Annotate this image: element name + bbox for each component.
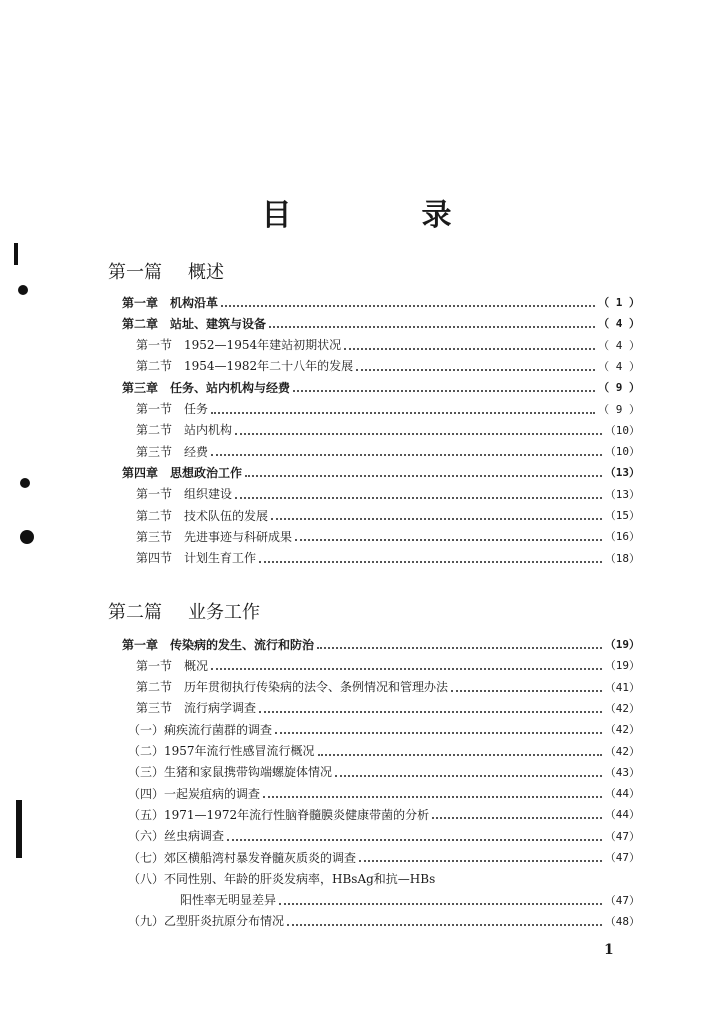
toc-entry-title: 技术队伍的发展 [184,508,269,523]
toc-entry-number: 第二章 [122,316,159,331]
toc-entry-title: 生猪和家鼠携带钩端螺旋体情况 [164,765,333,780]
part-label: 第一篇 [108,262,162,283]
toc-entry-page: （44） [604,787,640,801]
leader-dots [317,639,602,649]
toc-entry-label [128,806,429,823]
toc-entry-page: （42） [604,723,640,737]
toc-entry-page: （42） [604,701,640,715]
leader-dots [259,703,602,713]
toc-entry-number: 第一节 [136,487,173,502]
toc-entry-title: 任务 [184,402,209,416]
toc-entry-page: （48） [604,914,640,928]
page-number: 1 [604,942,614,958]
leader-dots [279,895,602,905]
toc-section-row [128,826,640,846]
toc-entry-label [128,721,272,738]
toc-entry-label [136,528,292,545]
toc-entry-label [136,336,341,353]
toc-section-row [136,698,640,718]
toc-entry-title: 1952—1954年建站初期状况 [184,338,342,353]
toc-entry-title: 思想政治工作 [170,465,243,480]
toc-entry-title: 经费 [184,444,209,459]
toc-entry-title: 一起炭疽病的调查 [164,786,261,801]
toc-entry-title: 站址、建筑与设备 [170,316,267,331]
toc-entry-number: （五） [128,807,165,822]
toc-entry-title: 历年贯彻执行传染病的法令、条例情况和管理办法 [184,680,449,695]
toc-entry-label [136,485,232,502]
toc-entry-number: 第二节 [136,423,173,438]
scan-mark [20,478,30,488]
scan-mark [16,800,22,858]
toc-entry-number: （七） [128,850,165,865]
toc-section-row [128,847,640,867]
toc-chapter-row [122,377,640,397]
toc-entry-title: 郊区横船湾村暴发脊髓灰质炎的调查 [164,850,357,865]
leader-dots [227,831,602,841]
leader-dots [263,788,602,798]
leader-dots [271,510,602,520]
part-name: 业务工作 [188,602,260,623]
scan-mark [14,243,18,265]
leader-dots [451,682,602,692]
leader-dots [295,531,602,541]
toc-entry-label [136,699,256,716]
leader-dots [335,767,602,777]
part-name: 概述 [188,262,224,283]
toc-entry-label [122,379,290,396]
toc-entry-label [122,315,266,332]
toc-section-row [128,868,640,888]
toc-entry-number: 第三节 [136,529,173,544]
toc-entry-number: （六） [128,829,165,844]
toc-entry-page: （ 4 ） [598,317,640,331]
toc-entry-label [136,357,353,374]
toc-section-row [136,420,640,440]
leader-dots [259,553,602,563]
toc-entry-page: （ 9 ） [598,381,640,395]
leader-dots [245,467,602,477]
toc-entry-page: （16） [604,530,640,544]
part-label: 第二篇 [108,602,162,623]
toc-section-row [136,655,640,675]
toc-section-row [136,505,640,525]
leader-dots [221,297,595,307]
toc-entry-number: （八） [128,871,165,886]
toc-entry-title: 丝虫病调查 [164,829,225,844]
toc-entry-number: （四） [128,786,165,801]
toc-section-row [128,783,640,803]
toc-section-row [136,677,640,697]
toc-entry-label [128,912,284,929]
toc-section-row [128,719,640,739]
toc-entry-number: （二） [128,744,165,758]
toc-entry-page: （43） [604,765,640,779]
part-heading [108,258,224,284]
toc-entry-number: 第二节 [136,359,173,374]
toc-entry-number: （九） [128,914,165,929]
toc-entry-title: 传染病的发生、流行和防治 [170,637,315,652]
toc-entry-label [136,657,208,674]
part-heading [108,598,260,624]
toc-entry-page: （15） [604,509,640,522]
scan-mark [20,530,34,544]
leader-dots [211,446,602,456]
toc-entry-page: （47） [604,829,640,843]
leader-dots [293,382,595,392]
toc-chapter-row [122,634,640,654]
leader-dots [359,852,602,862]
toc-entry-page: （13） [604,466,640,480]
toc-entry-label [136,507,268,524]
toc-entry-page: （ 4 ） [598,359,640,373]
toc-entry-label [128,763,332,780]
toc-entry-page: （18） [604,551,640,565]
toc-section-row [136,335,640,355]
toc-entry-number: 第一节 [136,658,173,673]
toc-entry-number: 第三节 [136,701,173,716]
toc-entry-page: （ 1 ） [598,296,640,309]
leader-dots [235,425,602,435]
toc-entry-number: （三） [128,765,165,780]
toc-entry-number: 第四章 [122,465,159,480]
toc-section-row [136,399,640,419]
toc-section-row [136,548,640,568]
toc-entry-number: 第三章 [122,380,159,395]
toc-section-row [136,526,640,546]
leader-dots [269,318,595,328]
toc-entry-number: 第一章 [122,295,159,310]
scan-mark [18,285,28,295]
toc-entry-page: （13） [604,487,640,501]
toc-section-row [180,890,640,910]
toc-entry-number: 第三节 [136,444,173,459]
toc-chapter-row [122,292,640,312]
toc-section-row [128,911,640,931]
toc-section-row [136,356,640,376]
leader-dots [344,340,595,350]
leader-dots [211,404,595,414]
toc-entry-page: （47） [604,851,640,864]
toc-entry-title: 概况 [184,658,209,673]
toc-entry-label [128,849,356,866]
toc-entry-label [136,421,232,438]
toc-entry-page: （ 9 ） [598,402,640,416]
toc-entry-title: 先进事迹与科研成果 [184,529,293,544]
toc-entry-title: 流行病学调查 [184,701,257,716]
toc-entry-label [180,891,276,908]
toc-entry-title: 任务、站内机构与经费 [170,380,291,395]
toc-entry-page: （10） [604,423,640,437]
leader-dots [235,489,602,499]
toc-entry-label [128,742,315,759]
toc-entry-label [128,827,224,844]
page-title: 目 录 [261,198,502,233]
toc-entry-page: （42） [604,744,640,758]
toc-entry-page: （19） [604,659,640,673]
toc-section-row [128,804,640,824]
toc-entry-number: 第二节 [136,508,173,523]
toc-section-row [128,762,640,782]
leader-dots [287,916,602,926]
leader-dots [318,746,602,756]
toc-entry-title: 阳性率无明显差异 [180,893,277,908]
toc-entry-label [128,870,435,887]
toc-entry-label [122,636,314,653]
toc-entry-label [136,678,448,695]
toc-chapter-row [122,462,640,482]
toc-entry-title: 站内机构 [184,423,233,438]
toc-entry-title: 不同性别、年龄的肝炎发病率，HBsAg和抗—HBs [164,871,436,886]
toc-entry-number: 第一节 [136,338,173,353]
toc-section-row [136,484,640,504]
toc-entry-title: 1954—1982年二十八年的发展 [184,359,354,374]
toc-entry-title: 1957年流行性感冒流行概况 [164,744,315,758]
toc-section-row [136,441,640,461]
toc-entry-number: 第一章 [122,637,159,652]
leader-dots [356,361,595,371]
toc-entry-page: （19） [604,638,640,651]
toc-entry-label [136,400,208,417]
toc-entry-page: （41） [604,680,640,694]
toc-entry-page: （ 4 ） [598,338,640,352]
toc-entry-title: 痢疾流行菌群的调查 [164,722,273,737]
toc-entry-title: 1971—1972年流行性脑脊髓膜炎健康带菌的分析 [164,807,430,822]
toc-entry-title: 组织建设 [184,487,233,502]
toc-section-row [128,741,640,761]
toc-entry-label [122,464,242,481]
toc-entry-label [136,443,208,460]
toc-entry-page: （10） [604,445,640,459]
toc-entry-title: 乙型肝炎抗原分布情况 [164,914,285,929]
toc-entry-page: （47） [604,893,640,907]
toc-entry-label [136,549,256,566]
leader-dots [275,724,602,734]
leader-dots [432,809,602,819]
toc-entry-number: 第二节 [136,680,173,695]
toc-entry-label [122,294,218,311]
toc-entry-label [128,785,260,802]
toc-entry-title: 机构沿革 [170,295,219,310]
toc-entry-title: 计划生育工作 [184,551,257,566]
toc-entry-number: （一） [128,722,165,737]
toc-entry-page: （44） [604,808,640,822]
toc-entry-number: 第四节 [136,551,173,566]
toc-entry-number: 第一节 [136,402,173,416]
leader-dots [211,660,602,670]
toc-chapter-row [122,313,640,333]
